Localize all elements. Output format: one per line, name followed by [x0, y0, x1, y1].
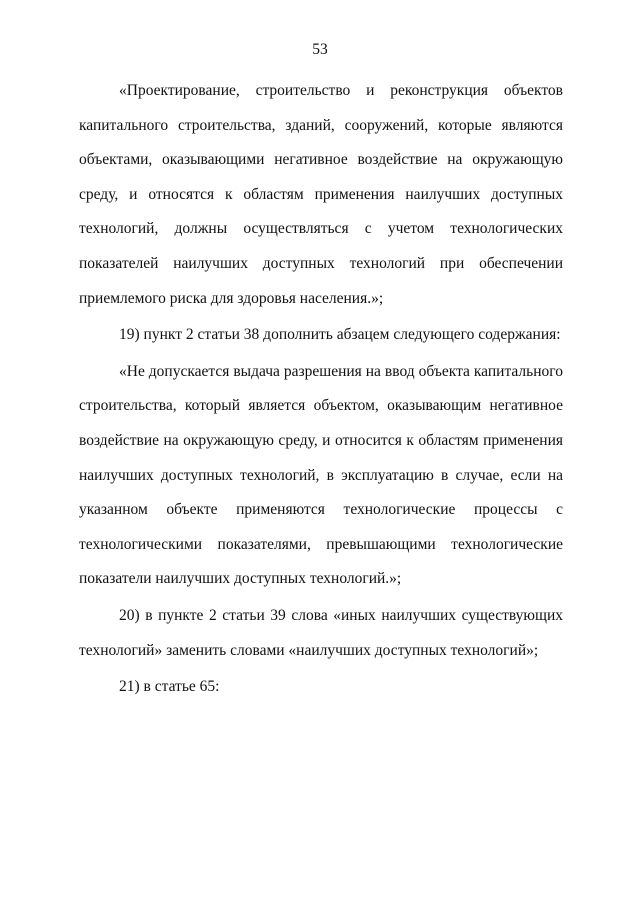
paragraph-commissioning-permit: «Не допускается выдача разрешения на ввод объекта капитального строительства, который является объектом, оказывающим негативное воздействие на окружающую среду, и относится к областям применения наилучших доступных технологий, в эксплуатацию в случае, если на указанном объекте применяются технологические процессы с технологическими показателями, превышающими технологические показатели наилучших доступных технологий.»; [79, 362, 563, 588]
page-number: 53 [312, 41, 328, 58]
paragraph-item-20: 20) в пункте 2 статьи 39 слова «иных наилучших существующих технологий» заменить словами «наилучших доступных технологий»; [79, 606, 563, 659]
paragraph-item-19: 19) пункт 2 статьи 38 дополнить абзацем следующего содержания: [119, 326, 561, 344]
paragraph-design-construction: «Проектирование, строительство и реконструкция объектов капитального строительства, зданий, сооружений, которые являются объектами, оказывающими негативное воздействие на окружающую среду, и относятся к областям применения наилучших доступных технологий, должны осуществляться с учетом технологических показателей наилучших доступных технологий при обеспечении приемлемого риска для здоровья населения.»; [79, 82, 563, 307]
paragraph-item-21: 21) в статье 65: [119, 678, 220, 696]
document-body [79, 74, 563, 705]
